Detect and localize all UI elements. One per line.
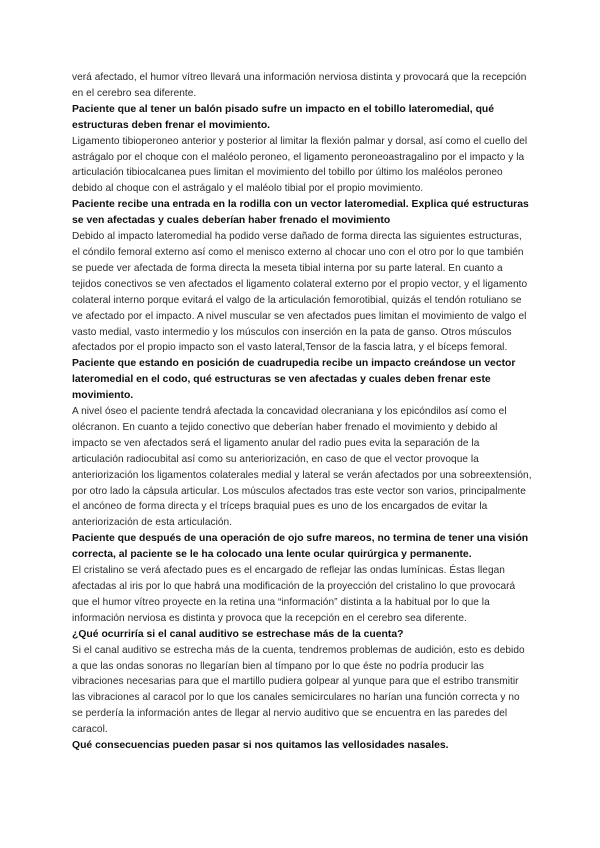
answer-ankle: Ligamento tibioperoneo anterior y posterior al limitar la flexión palmar y dorsal, así como el cuello del astrágalo por el choque con el maléolo peroneo, el ligamento peroneoastragalino por el impacto y la articulación tibiocalcanea pues limitan el movimiento del tobillo por último los maléolos peroneo debido al choque con el astrágalo y el maléolo tibial por el propio movimiento. xyxy=(72,135,528,195)
question-ankle: Paciente que al tener un balón pisado sufre un impacto en el tobillo lateromedial, qué estructuras deben frenar el movimiento. xyxy=(72,103,495,131)
document-page xyxy=(72,70,532,754)
answer-knee: Debido al impacto lateromedial ha podido verse dañado de forma directa las siguientes estructuras, el cóndilo femoral externo así como el menisco externo al chocar uno con el otro por lo que también se puede ver afectada de forma directa la meseta tibial interna por su parte lateral. En cuanto a tejidos conectivos se ven afectados el ligamento colateral externo por el propio vector, y el ligamento colateral interno porque evitará el valgo de la articulación femorotibial, quizás el tendón rotuliano se ve afectado por el impacto. A nivel muscular se ven afectados pues limitan el movimiento de valgo el vasto medial, vasto intermedio y los músculos con inserción en la pata de ganso. Otros músculos afectados por el propio impacto son el vasto lateral,Tensor de la fascia latra, y el bíceps femoral. xyxy=(72,231,528,354)
question-elbow: Paciente que estando en posición de cuadrupedia recibe un impacto creándose un vector lateromedial en el codo, qué estructuras se ven afectadas y cuales deben frenar este movimiento. xyxy=(72,358,516,402)
answer-eye: El cristalino se verá afectado pues es el encargado de reflejar las ondas lumínicas. Éstas llegan afectadas al iris por lo que habrá una modificación de la proyección del cristalino lo que provocará que el humor vítreo proyecte en la retina una “información” distinta a la habitual por lo que la información nerviosa es distinta y provoca que la recepción en el cerebro sea diferente. xyxy=(72,565,516,624)
answer-elbow: A nivel óseo el paciente tendrá afectada la concavidad olecraniana y los epicóndilos así como el olécranon. En cuanto a tejido conectivo que deberían haber frenado el movimiento y debido al impacto se ven afectados será el ligamento anular del radio pues evita la separación de la articulación radiocubital así como su anteriorización, en caso de que el vector provoque la anteriorización los ligamentos colaterales medial y lateral se verán afectados por una sobreextensión, por otro lado la cápsula articular. Los músculos afectados tras este vector son varios, principalmente el ancóneo de forma directa y el tríceps braquial pues es uno de los encargados de evitar la anteriorización de esta articulación. xyxy=(72,406,532,529)
question-knee: Paciente recibe una entrada en la rodilla con un vector lateromedial. Explica qué estructuras se ven afectadas y cuales deberían haber frenado el movimiento xyxy=(72,199,529,227)
question-ear-canal: ¿Qué ocurriría si el canal auditivo se estrechase más de la cuenta? xyxy=(72,628,404,640)
paragraph-eye-continuation: verá afectado, el humor vítreo llevará una información nerviosa distinta y provocará que la recepción en el cerebro sea diferente. xyxy=(72,72,527,99)
question-eye: Paciente que después de una operación de ojo sufre mareos, no termina de tener una visión correcta, al paciente se le ha colocado una lente ocular quirúrgica y permanente. xyxy=(72,533,529,561)
answer-ear-canal: Si el canal auditivo se estrecha más de la cuenta, tendremos problemas de audición, esto es debido a que las ondas sonoras no llegarían bien al tímpano por lo que éste no podría producir las vibraciones necesarias para que el martillo pudiera golpear al yunque para que el estribo transmitir las vibraciones al caracol por lo que los canales semicirculares no harían una función correcta y no se perdería la información antes de llegar al nervio auditivo que se encuentra en las paredes del caracol. xyxy=(72,644,525,736)
question-nasal-hair: Qué consecuencias pueden pasar si nos quitamos las vellosidades nasales. xyxy=(72,740,449,752)
